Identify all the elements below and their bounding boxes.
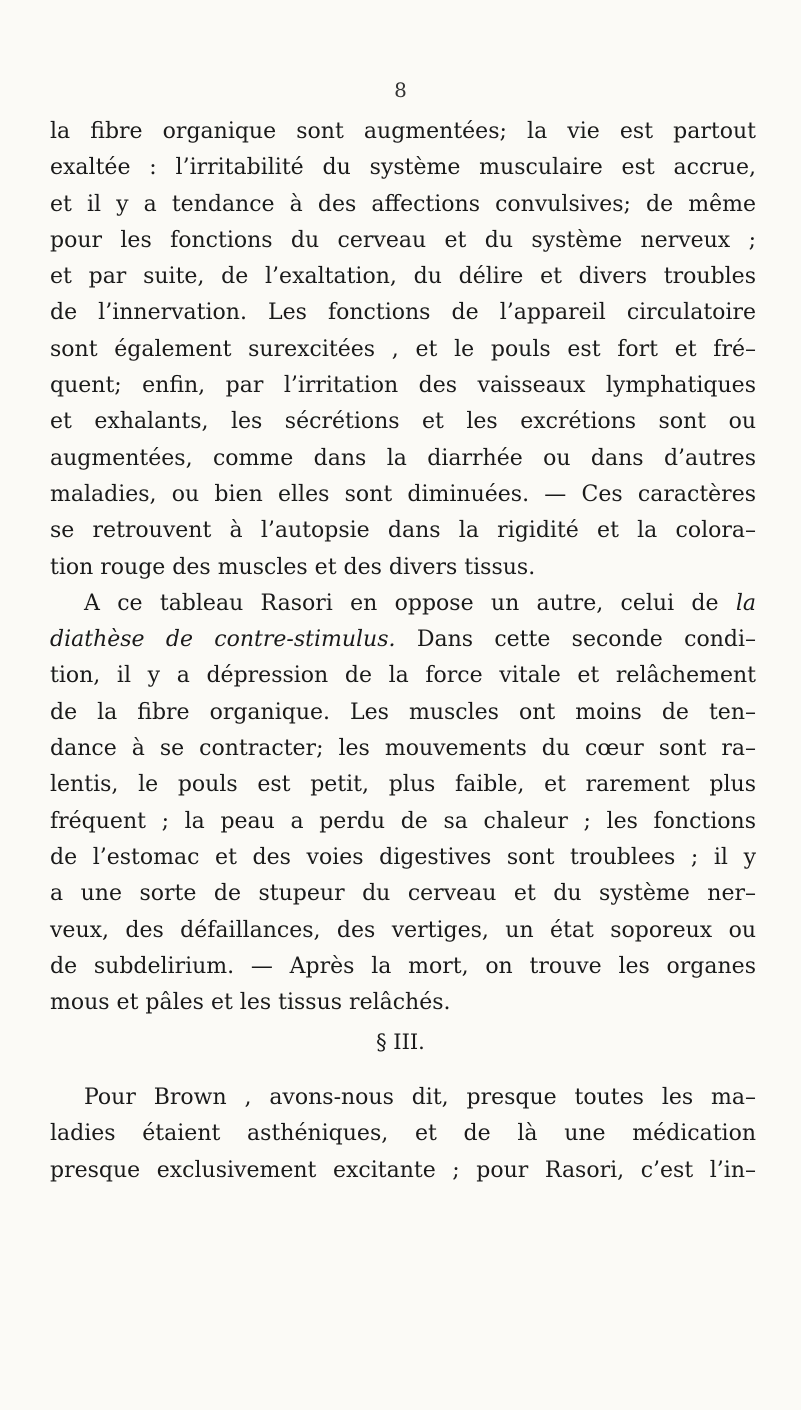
text-line: et il y a tendance à des affections convulsives; de même bbox=[50, 191, 756, 217]
text-line: de l’estomac et des voies digestives sont troublees ; il y bbox=[50, 844, 756, 870]
text-line: la fibre organique sont augmentées; la vie est partout bbox=[50, 119, 756, 144]
text-line: pour les fonctions du cerveau et du système nerveux ; bbox=[50, 227, 756, 253]
section-text bbox=[50, 1080, 756, 1189]
text-line: presque exclusivement excitante ; pour Rasori, c’est l’in– bbox=[50, 1157, 756, 1183]
text-line: mous et pâles et les tissus relâchés. bbox=[50, 990, 451, 1016]
text-line: se retrouvent à l’autopsie dans la rigidité et la colora– bbox=[50, 518, 756, 544]
text-line: a une sorte de stupeur du cerveau et du système ner– bbox=[50, 881, 756, 907]
text-line: de subdelirium. — Après la mort, on trouve les organes bbox=[50, 953, 756, 979]
text-line: sont également surexcitées , et le pouls est fort et fré– bbox=[50, 336, 756, 362]
text-line: tion, il y a dépression de la force vitale et relâchement bbox=[50, 663, 756, 689]
text-line: maladies, ou bien elles sont diminuées. — Ces caractères bbox=[50, 481, 756, 507]
text-line: augmentées, comme dans la diarrhée ou dans d’autres bbox=[50, 445, 756, 471]
text-line: et par suite, de l’exaltation, du délire et divers troubles bbox=[50, 264, 756, 290]
text-line: dance à se contracter; les mouvements du cœur sont ra– bbox=[50, 736, 756, 762]
page-number: 8 bbox=[394, 78, 407, 102]
text-line bbox=[50, 622, 756, 658]
text-line: quent; enfin, par l’irritation des vaisseaux lymphatiques bbox=[50, 373, 756, 399]
text-line: tion rouge des muscles et des divers tissus. bbox=[50, 554, 536, 580]
text-line: lentis, le pouls est petit, plus faible, et rarement plus bbox=[50, 772, 756, 798]
text-line bbox=[50, 586, 756, 622]
italic-text: la bbox=[735, 590, 756, 616]
text-run: Dans cette seconde condi– bbox=[395, 627, 756, 653]
italic-text: diathèse de contre-stimulus. bbox=[50, 627, 396, 653]
text-line: Pour Brown , avons-nous dit, presque toutes les ma– bbox=[84, 1085, 756, 1110]
section-heading: § III. bbox=[376, 1030, 425, 1054]
text-line: exaltée : l’irritabilité du système musculaire est accrue, bbox=[50, 155, 756, 181]
text-line: et exhalants, les sécrétions et les excrétions sont ou bbox=[50, 409, 756, 435]
text-line: de la fibre organique. Les muscles ont moins de ten– bbox=[50, 699, 756, 725]
text-line: fréquent ; la peau a perdu de sa chaleur ; les fonctions bbox=[50, 808, 756, 834]
text-line: veux, des défaillances, des vertiges, un état soporeux ou bbox=[50, 917, 756, 943]
main-text bbox=[50, 114, 756, 1021]
text-run: A ce tableau Rasori en oppose un autre, celui de bbox=[84, 590, 736, 616]
text-line: de l’innervation. Les fonctions de l’appareil circulatoire bbox=[50, 300, 756, 326]
text-line: ladies étaient asthéniques, et de là une médication bbox=[50, 1121, 756, 1147]
